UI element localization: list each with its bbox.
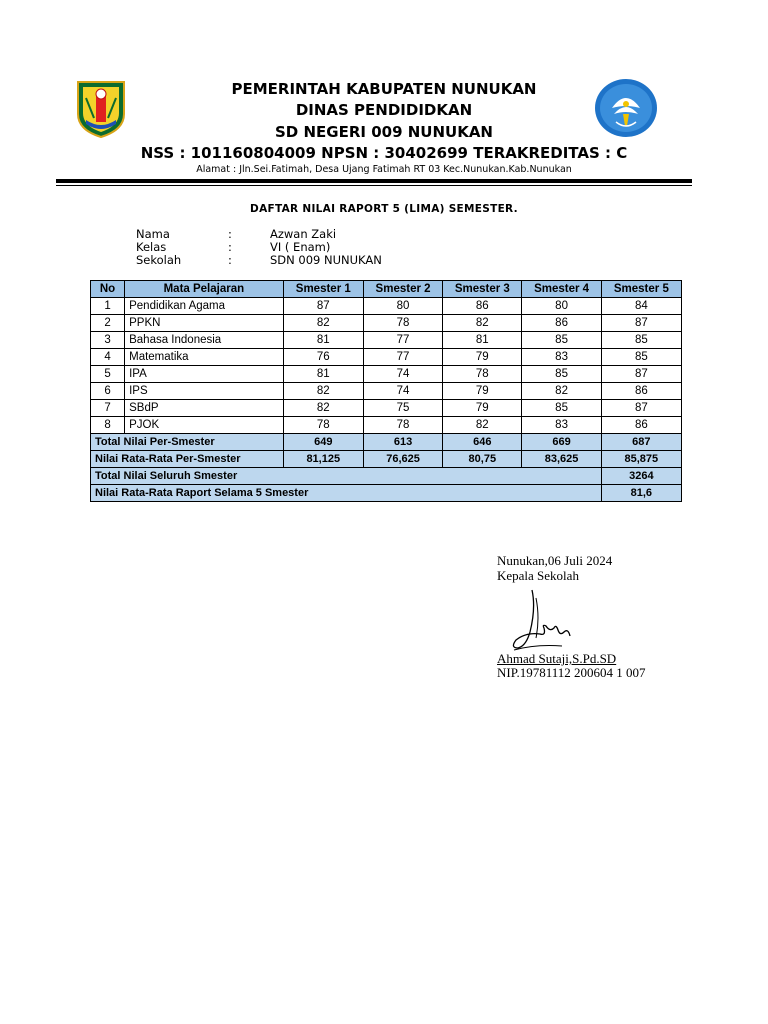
grades-table (90, 280, 682, 502)
table-row (91, 349, 682, 366)
government-name: PEMERINTAH KABUPATEN NUNUKAN (231, 80, 537, 98)
row-semester-4: 86 (522, 315, 601, 332)
row-semester-3: 82 (443, 315, 522, 332)
average-semester-4: 83,625 (522, 451, 601, 468)
agency-name: DINAS PENDIDIDKAN (295, 101, 473, 119)
total-semester-2: 613 (363, 434, 442, 451)
row-subject: IPA (125, 366, 284, 383)
row-semester-4: 85 (522, 332, 601, 349)
table-row (91, 366, 682, 383)
name-separator: : (228, 227, 232, 241)
grand-total-value: 3264 (601, 468, 681, 485)
row-semester-5: 84 (601, 298, 681, 315)
student-name-row (136, 227, 336, 241)
row-number: 6 (91, 383, 125, 400)
student-class-row (136, 240, 330, 254)
name-label: Nama (136, 227, 170, 241)
row-subject: PJOK (125, 417, 284, 434)
total-semester-5: 687 (601, 434, 681, 451)
row-semester-2: 74 (363, 366, 442, 383)
row-subject: PPKN (125, 315, 284, 332)
total-per-semester-row (91, 434, 682, 451)
school-address: Alamat : Jln.Sei.Fatimah, Desa Ujang Fatimah RT 03 Kec.Nunukan.Kab.Nunukan (196, 164, 572, 175)
row-semester-4: 83 (522, 349, 601, 366)
row-semester-3: 79 (443, 400, 522, 417)
row-subject: Pendidikan Agama (125, 298, 284, 315)
header-semester-2: Smester 2 (363, 281, 442, 298)
header-subject: Mata Pelajaran (125, 281, 284, 298)
class-value: VI ( Enam) (270, 240, 331, 254)
average-semester-2: 76,625 (363, 451, 442, 468)
average-semester-5: 85,875 (601, 451, 681, 468)
student-school-row (136, 253, 382, 267)
school-separator: : (228, 253, 232, 267)
row-semester-2: 80 (363, 298, 442, 315)
row-semester-1: 82 (283, 400, 363, 417)
signature-position: Kepala Sekolah (497, 568, 579, 583)
row-semester-1: 76 (283, 349, 363, 366)
row-semester-3: 82 (443, 417, 522, 434)
row-semester-3: 79 (443, 383, 522, 400)
row-subject: Bahasa Indonesia (125, 332, 284, 349)
header-semester-1: Smester 1 (283, 281, 363, 298)
row-semester-3: 81 (443, 332, 522, 349)
average-semester-3: 80,75 (443, 451, 522, 468)
row-subject: Matematika (125, 349, 284, 366)
grand-total-row (91, 468, 682, 485)
row-semester-1: 82 (283, 315, 363, 332)
row-number: 3 (91, 332, 125, 349)
row-number: 2 (91, 315, 125, 332)
table-row (91, 383, 682, 400)
total-per-semester-label: Total Nilai Per-Smester (91, 434, 284, 451)
row-subject: IPS (125, 383, 284, 400)
header-semester-5: Smester 5 (601, 281, 681, 298)
row-number: 1 (91, 298, 125, 315)
row-number: 7 (91, 400, 125, 417)
row-subject: SBdP (125, 400, 284, 417)
header-semester-3: Smester 3 (443, 281, 522, 298)
row-semester-3: 78 (443, 366, 522, 383)
average-per-semester-label: Nilai Rata-Rata Per-Smester (91, 451, 284, 468)
row-semester-5: 87 (601, 315, 681, 332)
row-semester-4: 85 (522, 366, 601, 383)
table-row (91, 315, 682, 332)
row-number: 4 (91, 349, 125, 366)
row-semester-5: 86 (601, 383, 681, 400)
row-semester-5: 85 (601, 349, 681, 366)
school-name: SD NEGERI 009 NUNUKAN (275, 123, 493, 141)
row-semester-2: 75 (363, 400, 442, 417)
row-semester-4: 82 (522, 383, 601, 400)
grand-total-label: Total Nilai Seluruh Smester (91, 468, 602, 485)
table-row (91, 417, 682, 434)
class-separator: : (228, 240, 232, 254)
grand-average-value: 81,6 (601, 485, 681, 502)
table-header-row (91, 281, 682, 298)
header-semester-4: Smester 4 (522, 281, 601, 298)
table-row (91, 298, 682, 315)
row-semester-2: 77 (363, 349, 442, 366)
row-semester-2: 77 (363, 332, 442, 349)
row-semester-1: 81 (283, 366, 363, 383)
header-divider-thin (56, 185, 692, 186)
row-number: 5 (91, 366, 125, 383)
row-semester-5: 86 (601, 417, 681, 434)
row-semester-4: 80 (522, 298, 601, 315)
average-semester-1: 81,125 (283, 451, 363, 468)
row-semester-4: 83 (522, 417, 601, 434)
name-value: Azwan Zaki (270, 227, 337, 241)
total-semester-3: 646 (443, 434, 522, 451)
row-semester-1: 78 (283, 417, 363, 434)
row-semester-5: 85 (601, 332, 681, 349)
row-number: 8 (91, 417, 125, 434)
document-title: DAFTAR NILAI RAPORT 5 (LIMA) SEMESTER. (250, 203, 518, 215)
table-row (91, 332, 682, 349)
school-identifiers: NSS : 101160804009 NPSN : 30402699 TERAKREDITAS : C (140, 144, 628, 162)
row-semester-1: 87 (283, 298, 363, 315)
average-per-semester-row (91, 451, 682, 468)
header-no: No (91, 281, 125, 298)
grand-average-row (91, 485, 682, 502)
row-semester-2: 78 (363, 417, 442, 434)
row-semester-4: 85 (522, 400, 601, 417)
header-divider-thick (56, 179, 692, 183)
row-semester-3: 79 (443, 349, 522, 366)
principal-name: Ahmad Sutaji,S.Pd.SD (497, 651, 617, 666)
row-semester-1: 81 (283, 332, 363, 349)
row-semester-3: 86 (443, 298, 522, 315)
table-row (91, 400, 682, 417)
grand-average-label: Nilai Rata-Rata Raport Selama 5 Smester (91, 485, 602, 502)
school-value: SDN 009 NUNUKAN (270, 253, 382, 267)
row-semester-5: 87 (601, 366, 681, 383)
total-semester-4: 669 (522, 434, 601, 451)
handwritten-signature (506, 588, 578, 658)
row-semester-1: 82 (283, 383, 363, 400)
total-semester-1: 649 (283, 434, 363, 451)
principal-nip: NIP.19781112 200604 1 007 (497, 665, 646, 680)
signature-place-date: Nunukan,06 Juli 2024 (497, 553, 613, 568)
row-semester-2: 78 (363, 315, 442, 332)
school-label: Sekolah (136, 253, 182, 267)
row-semester-5: 87 (601, 400, 681, 417)
row-semester-2: 74 (363, 383, 442, 400)
class-label: Kelas (136, 240, 167, 254)
